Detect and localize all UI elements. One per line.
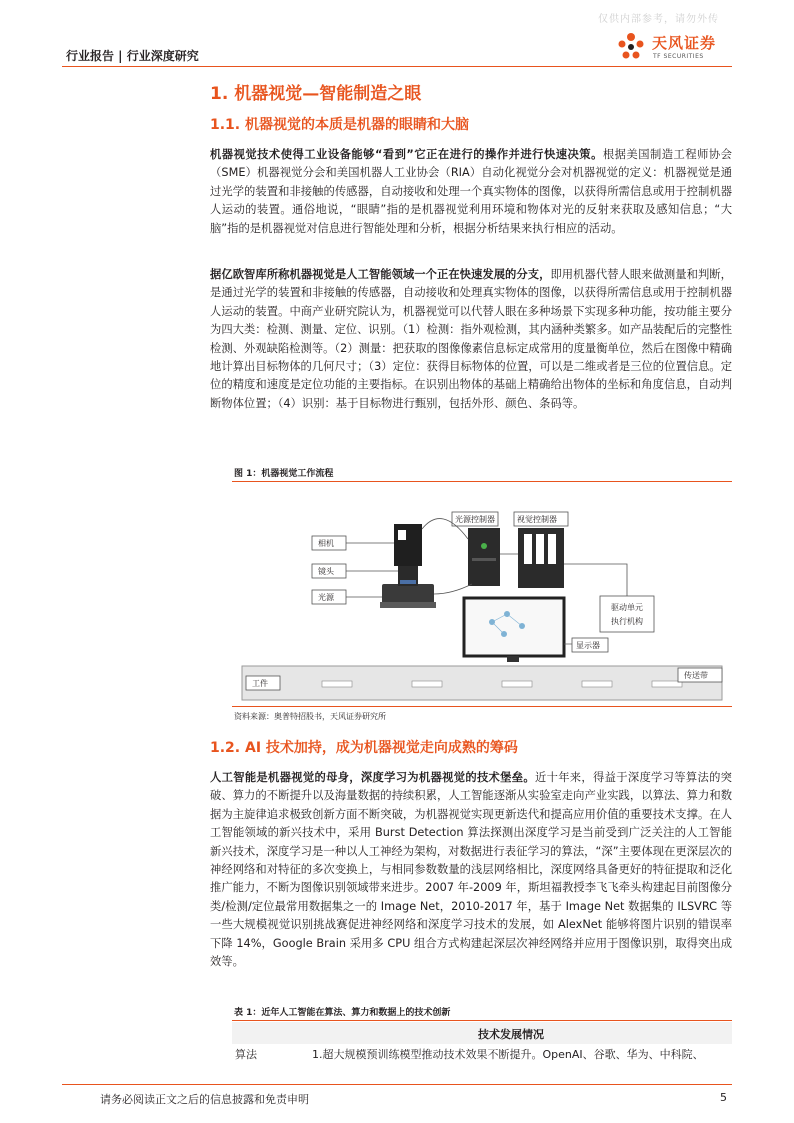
table-cell-category: 算法: [235, 1048, 257, 1061]
vision-controller-port: [536, 534, 544, 564]
drive-unit-label: 驱动单元: [611, 603, 643, 612]
light-source: [382, 584, 434, 604]
figure-rule-bottom: [232, 706, 732, 707]
table-title: 表 1：近年人工智能在算法、算力和数据上的技术创新: [234, 1008, 451, 1018]
workpiece-block: [582, 681, 612, 687]
table-row: [232, 1044, 732, 1062]
logo-subtext: TF SECURITIES: [653, 53, 704, 60]
tf-logo-icon: [614, 30, 648, 64]
figure-title: 图 1：机器视觉工作流程: [234, 469, 334, 479]
actuator-label: 执行机构: [611, 617, 643, 626]
header-rule: [62, 66, 732, 67]
machine-vision-workflow-diagram: [232, 484, 732, 704]
paragraph-2-lead: 据亿欧智库所称机器视觉是人工智能领域一个正在快速发展的分支，: [210, 268, 551, 281]
light-controller-label: 光源控制器: [455, 515, 495, 524]
monitor: [464, 598, 564, 656]
table-header-cell: 技术发展情况: [478, 1028, 544, 1041]
paragraph-3: [210, 769, 732, 971]
logo: [614, 30, 744, 66]
table-cell-detail: 1.超大规模预训练模型推动技术效果不断提升。OpenAI、谷歌、华为、中科院、: [312, 1048, 704, 1061]
light-controller-indicator: [481, 543, 487, 549]
paragraph-2-body: 即用机器代替人眼来做测量和判断，是通过光学的装置和非接触的传感器，自动接收和处理真实物体的图像，以获得所需信息或用于控制机器人运动的装置。中商产业研究院认为，机器视觉可以代替人眼在多种场景下实现多种功能，按功能主要分为四大类：检测、测量、定位、识别。（1）检测：指外观检测，其内涵种类繁多。如产品装配后的完整性检测、外观缺陷检测等。（2）测量：把获取的图像像素信息标定成常用的度量衡单位，然后在图像中精确地计算出目标物体的几何尺寸；（3）定位：获得目标物体的位置，可以是二维或者是三位的位置信息。定位的精度和速度是定位功能的主要指标。在识别出物体的基础上精确给出物体的坐标和角度信息，自动判断物体位置；（4）识别：基于目标物进行甄别，包括外形、颜色、条码等。: [210, 268, 732, 410]
camera-label: 相机: [318, 539, 334, 548]
paragraph-1-lead: 机器视觉技术使得工业设备能够“看到”它正在进行的操作并进行快速决策。: [210, 148, 603, 161]
lens-label: 镜头: [318, 567, 334, 576]
vision-controller-label: 视觉控制器: [517, 515, 557, 524]
paragraph-1-body: 根据美国制造工程师协会（SME）机器视觉分会和美国机器人工业协会（RIA）自动化视觉分会对机器视觉的定义：机器视觉是通过光学的装置和非接触的传感器，自动接收和处理一个真实物体的图像，以获得所需信息或用于控制机器人运动的装置。通俗地说，“眼睛”指的是机器视觉利用环境和物体对光的反射来获取及感知信息；“大脑”指的是机器视觉对信息进行智能处理和分析，根据分析结果来执行相应的活动。: [210, 148, 732, 235]
paragraph-3-lead: 人工智能是机器视觉的母身，深度学习为机器视觉的技术堡垒。: [210, 771, 535, 784]
page-number: 5: [720, 1091, 727, 1104]
paragraph-1: [210, 146, 732, 238]
logo-text: 天风证券: [652, 34, 717, 52]
light-controller-slot: [472, 558, 496, 561]
drive-cable: [564, 564, 627, 596]
drive-unit-box: [600, 596, 654, 632]
watermark: 仅供内部参考，请勿外传: [598, 14, 719, 25]
figure-rule-top: [232, 481, 732, 482]
workpiece-block: [322, 681, 352, 687]
monitor-stand: [507, 656, 519, 662]
conveyor-belt: [242, 666, 722, 700]
workpiece-block: [502, 681, 532, 687]
lens-ring: [400, 580, 416, 584]
figure-source: 资料来源：奥普特招股书，天风证券研究所: [234, 712, 386, 721]
workpiece-block: [412, 681, 442, 687]
paragraph-2: [210, 266, 732, 413]
light-label: 光源: [318, 593, 334, 602]
vision-controller-port: [548, 534, 556, 564]
footer-rule: [62, 1084, 732, 1085]
light-controller: [468, 528, 500, 586]
workpiece-label: 工件: [252, 679, 268, 688]
light-cable: [434, 584, 472, 594]
vision-controller-port: [524, 534, 532, 564]
camera-badge: [398, 530, 406, 540]
footer-disclaimer: 请务必阅读正文之后的信息披露和免责申明: [100, 1093, 309, 1106]
table-header: [232, 1022, 732, 1044]
table-rule-top: [232, 1020, 732, 1021]
light-source-base: [380, 602, 436, 608]
header-category: 行业报告 | 行业深度研究: [66, 49, 199, 63]
monitor-label: 显示器: [576, 641, 600, 650]
workpiece-block: [652, 681, 682, 687]
conveyor-label: 传送带: [684, 671, 708, 680]
subsection-title-2: 1.2. AI 技术加持，成为机器视觉走向成熟的筹码: [210, 740, 518, 756]
paragraph-3-body: 近十年来，得益于深度学习等算法的突破、算力的不断提升以及海量数据的持续积累，人工智能逐渐从实验室走向产业实践，以算法、算力和数据为主旋律追求极致创新方面不断突破，为机器视觉实现更新迭代和提高应用价值的重要技术支撑。在人工智能领域的新兴技术中，采用 Burst Detection 算法探测出深度学习是当前受到广泛关注的人工智能新兴技术，深度学习是一种以人工神经为架构，对数据进行表征学习的算法，“深”主要体现在更深层次的神经网络和对特征的多次变换上，与相同参数数量的浅层网络相比，深度网络具备更好的特征提取和泛化推广能力，不断为图像识别领域带来进步。2007 年-2009 年，斯坦福教授李飞飞牵头构建起目前图像分类/检测/定位最常用数据集之一的 Image Net，2010-2017 年，基于 Image Net 数据集的 ILSVRC 等一些大规模视觉识别挑战赛促进神经网络和深度学习技术的发展，如 AlexNet 能够将图片识别的错误率下降 14%，Google Brain 采用多 CPU 组合方式构建起深层次神经网络并应用于图像识别，取得突出成效等。: [210, 771, 732, 969]
section-title: 1. 机器视觉—智能制造之眼: [210, 84, 422, 104]
subsection-title-1: 1.1. 机器视觉的本质是机器的眼睛和大脑: [210, 117, 469, 133]
